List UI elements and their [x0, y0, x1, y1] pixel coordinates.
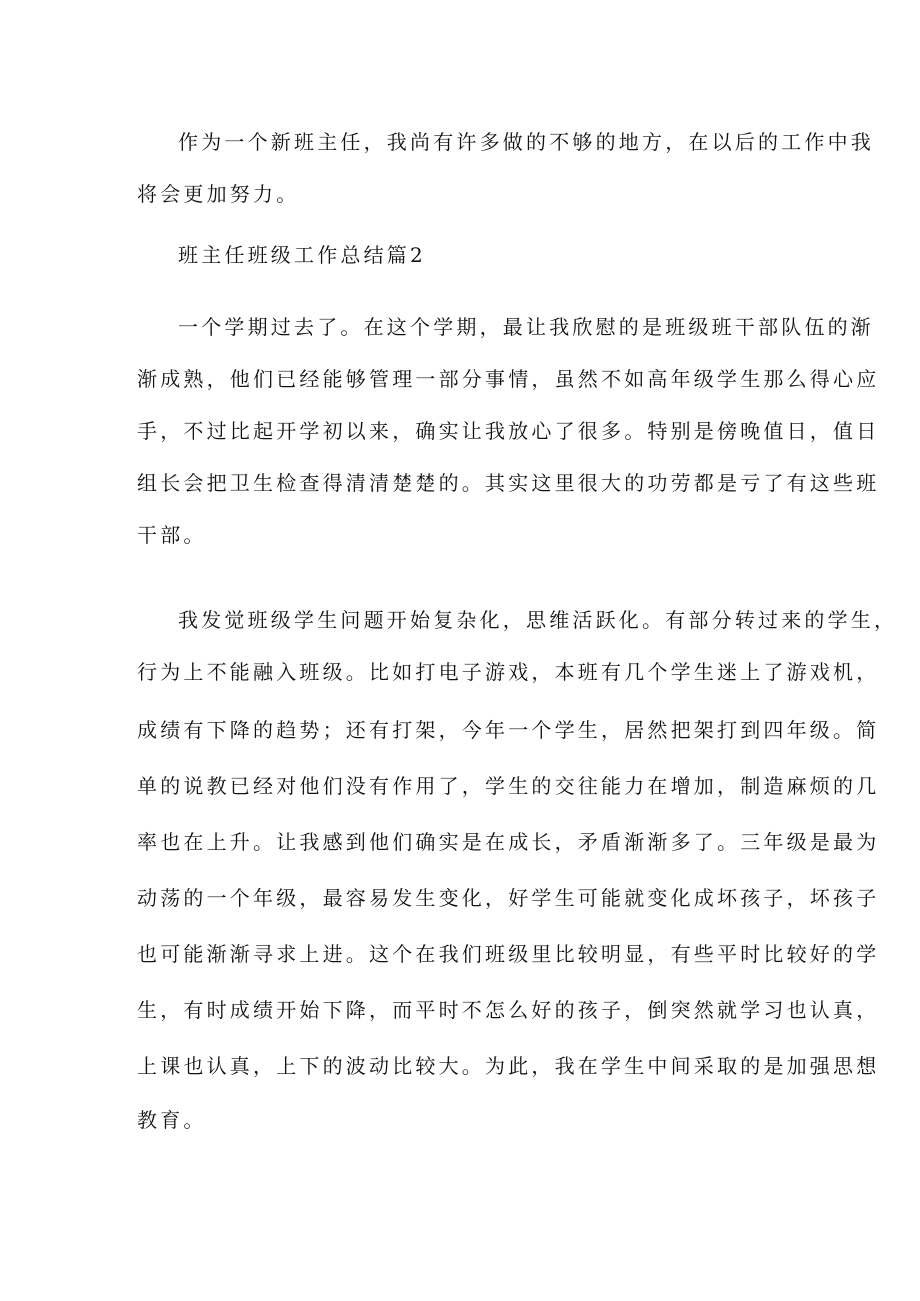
paragraph-3-line-7: 也可能渐渐寻求上进。这个在我们班级里比较明显，有些平时比较好的学 — [137, 942, 880, 966]
paragraph-3-line-2: 行为上不能融入班级。比如打电子游戏，本班有几个学生迷上了游戏机， — [137, 660, 880, 684]
paragraph-3-line-1: 我发觉班级学生问题开始复杂化，思维活跃化。有部分转过来的学生， — [178, 608, 898, 632]
paragraph-2-line-5: 干部。 — [137, 523, 207, 547]
paragraph-3-line-5: 率也在上升。让我感到他们确实是在成长，矛盾渐渐多了。三年级是最为 — [137, 830, 880, 854]
paragraph-1-line-1: 作为一个新班主任，我尚有许多做的不够的地方，在以后的工作中我 — [178, 130, 874, 154]
section-heading: 班主任班级工作总结篇2 — [178, 243, 426, 267]
paragraph-3-line-3: 成绩有下降的趋势；还有打架，今年一个学生，居然把架打到四年级。简 — [137, 718, 880, 742]
paragraph-3-line-4: 单的说教已经对他们没有作用了，学生的交往能力在增加，制造麻烦的几 — [137, 774, 880, 798]
paragraph-3-line-8: 生，有时成绩开始下降，而平时不怎么好的孩子，倒突然就学习也认真， — [137, 998, 880, 1022]
paragraph-3-line-10: 教育。 — [137, 1108, 207, 1132]
paragraph-2-line-1: 一个学期过去了。在这个学期，最让我欣慰的是班级班干部队伍的渐 — [178, 315, 874, 339]
paragraph-2-line-2: 渐成熟，他们已经能够管理一部分事情，虽然不如高年级学生那么得心应 — [137, 367, 880, 391]
paragraph-2-line-3: 手，不过比起开学初以来，确实让我放心了很多。特别是傍晚值日，值日 — [137, 419, 880, 443]
paragraph-3-line-6: 动荡的一个年级，最容易发生变化，好学生可能就变化成坏孩子，坏孩子 — [137, 886, 880, 910]
paragraph-3-line-9: 上课也认真，上下的波动比较大。为此，我在学生中间采取的是加强思想 — [137, 1054, 880, 1078]
paragraph-1-line-2: 将会更加努力。 — [137, 182, 300, 206]
paragraph-2-line-4: 组长会把卫生检查得清清楚楚的。其实这里很大的功劳都是亏了有这些班 — [137, 471, 880, 495]
